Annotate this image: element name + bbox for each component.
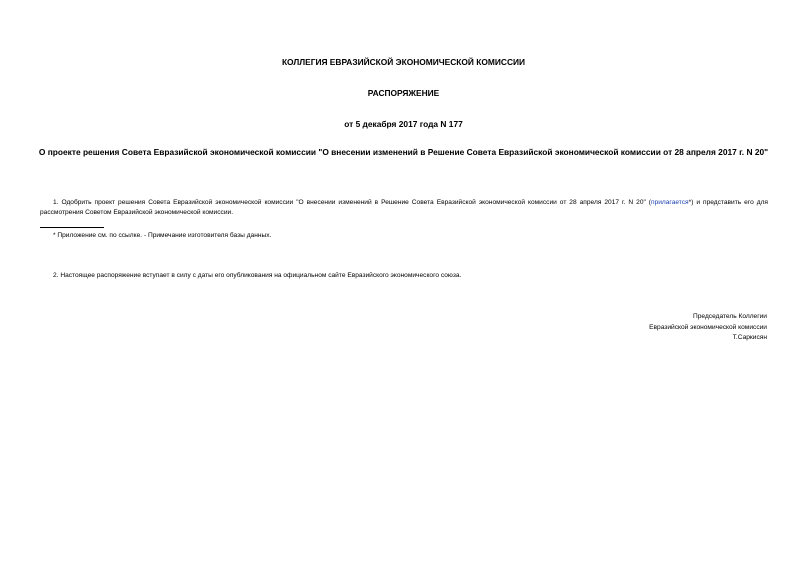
paragraph-1 — [40, 198, 768, 218]
attachment-link[interactable]: прилагается — [651, 199, 689, 206]
document-date-heading: от 5 декабря 2017 года N 177 — [344, 119, 463, 129]
paragraph-1-text-after: *) и представить его для рассмотрения Советом Евразийской экономической комиссии. — [40, 199, 768, 216]
signature-organization: Евразийской экономической комиссии — [649, 323, 767, 331]
signature-name: Т.Саркисян — [732, 334, 767, 341]
paragraph-1-text-before: 1. Одобрить проект решения Совета Евразийской экономической комиссии "О внесении изменений в Решение Совета Евразийской экономической комиссии от 28 апреля 2017 г. N 20" ( — [53, 199, 651, 206]
footnote: * Приложение см. по ссылке. - Примечание изготовителя базы данных. — [53, 232, 272, 239]
document-type-heading: РАСПОРЯЖЕНИЕ — [367, 88, 440, 98]
signature-position: Председатель Коллегии — [693, 313, 767, 320]
footnote-divider — [40, 227, 104, 228]
organization-heading: КОЛЛЕГИЯ ЕВРАЗИЙСКОЙ ЭКОНОМИЧЕСКОЙ КОМИССИИ — [281, 57, 526, 67]
document-title: О проекте решения Совета Евразийской экономической комиссии "О внесении изменений в Решение Совета Евразийской экономической комиссии от 28 апреля 2017 г. N 20" — [38, 147, 769, 157]
signature-block — [649, 312, 767, 344]
paragraph-2: 2. Настоящее распоряжение вступает в силу с даты его опубликования на официальном сайте Евразийского экономического союза. — [53, 272, 462, 279]
